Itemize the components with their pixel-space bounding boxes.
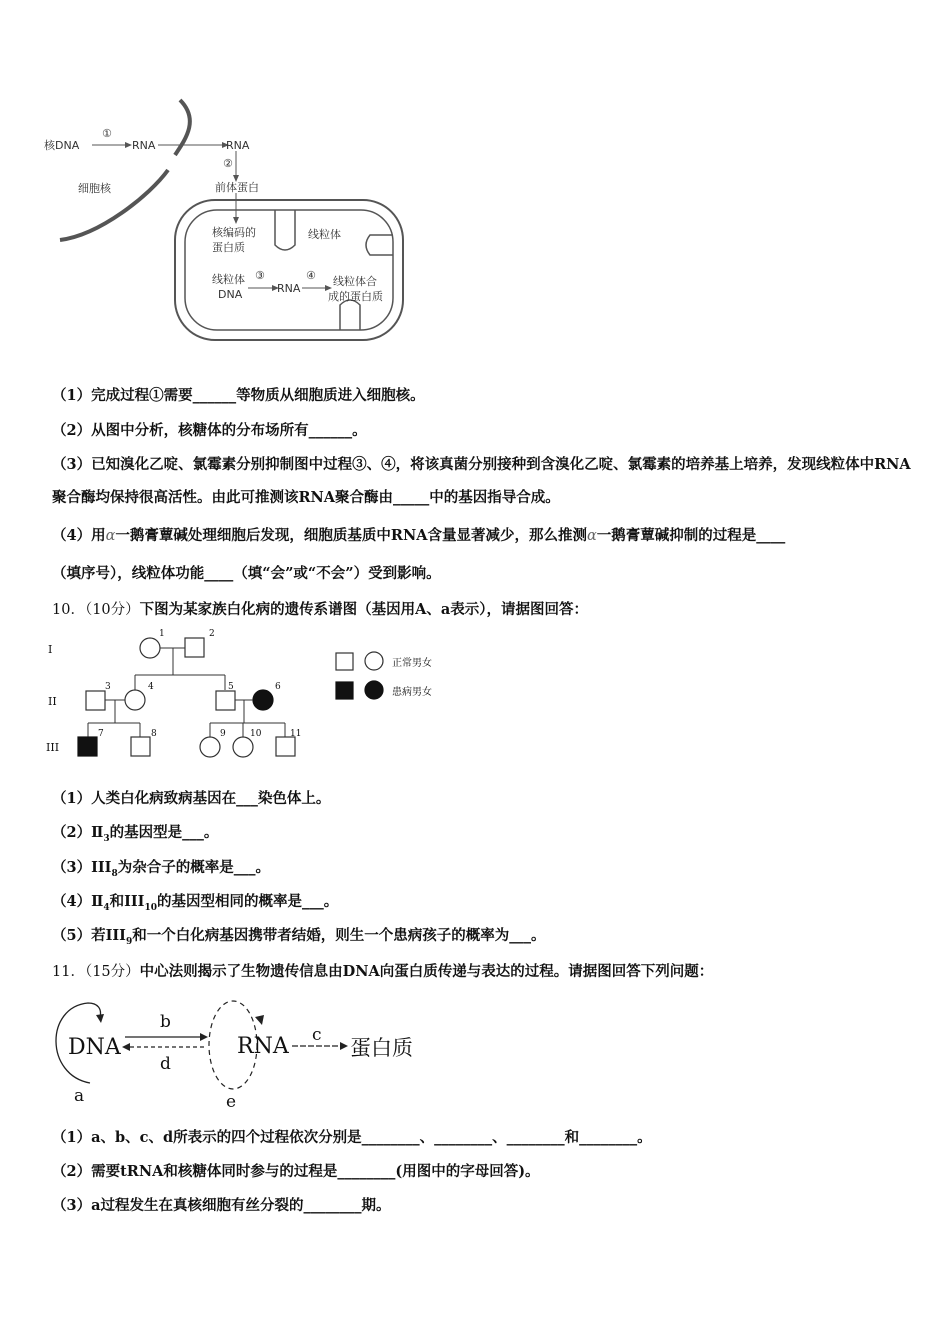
gen-label-2: II [48, 695, 57, 708]
process-e-label: e [226, 1092, 237, 1110]
alpha-symbol: α [105, 528, 116, 544]
svg-text:11: 11 [290, 729, 302, 739]
individual-III-9 [200, 737, 220, 757]
q9-part-2: （2）从图中分析，核糖体的分布场所有______。 [52, 422, 367, 439]
label-step-4: ④ [306, 269, 316, 282]
label-nuclear-coded-protein: 核编码的蛋白质 [212, 226, 256, 254]
q11-part-1: （1）a、b、c、d所表示的四个过程依次分别是________、________、________和________。 [52, 1129, 652, 1146]
individual-III-10 [233, 737, 253, 757]
protein-label: 蛋白质 [350, 1036, 413, 1060]
svg-text:2: 2 [209, 629, 215, 639]
label-mitochondrion: 线粒体 [308, 228, 341, 241]
svg-text:1: 1 [159, 629, 165, 639]
label-step-3: ③ [255, 269, 265, 282]
process-d-label: d [160, 1054, 171, 1074]
process-b-label: b [160, 1012, 171, 1032]
individual-I-1 [140, 638, 160, 658]
label-precursor-protein: 前体蛋白 [215, 181, 259, 194]
label-nucleus: 细胞核 [78, 182, 111, 195]
legend-normal-female [365, 652, 383, 670]
individual-II-4 [125, 690, 145, 710]
label-mito-dna: 线粒体 DNA [212, 273, 245, 301]
individual-II-3 [86, 691, 105, 710]
q11-heading: 11．（15分）中心法则揭示了生物遗传信息由DNA向蛋白质传递与表达的过程。请据图回答下列问题： [52, 963, 714, 980]
label-rna-cytoplasm: RNA [226, 139, 250, 152]
process-c-label: c [312, 1025, 322, 1045]
q10-part-1: （1）人类白化病致病基因在___染色体上。 [52, 790, 331, 807]
q10-part-5: （5）若$III_9$和一个白化病基因携带者结婚，则生一个患病孩子的概率为___。 [52, 927, 546, 947]
legend-affected-label: 患病男女 [392, 687, 432, 698]
individual-I-2 [185, 638, 204, 657]
svg-text:9: 9 [220, 729, 226, 739]
svg-text:3: 3 [105, 682, 111, 692]
label-mito-synthesized-protein: 线粒体合成的蛋白质 [328, 275, 383, 303]
q10-part-3: $(3)III_8$为杂合子的概率是___。 [52, 859, 270, 879]
svg-text:10: 10 [250, 729, 262, 739]
svg-text:7: 7 [98, 729, 104, 739]
q10-heading: 10．（10分）下图为某家族白化病的遗传系谱图（基因用A、a表示），请据图回答： [52, 601, 589, 618]
q9-part-4-cont: （填序号），线粒体功能____（填“会”或“不会”）受到影响。 [52, 565, 441, 582]
individual-II-6 [253, 690, 273, 710]
individual-III-7 [78, 737, 97, 756]
svg-text:6: 6 [275, 682, 281, 692]
q11-part-2: （2）需要tRNA和核糖体同时参与的过程是________(用图中的字母回答)。 [52, 1163, 540, 1180]
gene-expression-diagram [40, 95, 420, 355]
alpha-symbol: α [586, 528, 597, 544]
label-nuclear-dna: 核DNA [44, 139, 80, 152]
q9-part-4: （4）用α一鹅膏蕈碱处理细胞后发现，细胞质基质中RNA含量显著减少，那么推测α一鹅膏蕈碱抑制的过程是____ [52, 527, 786, 544]
individual-II-5 [216, 691, 235, 710]
legend-affected-female [365, 681, 383, 699]
process-a-label: a [74, 1086, 85, 1106]
rna-label: RNA [237, 1034, 289, 1059]
legend-affected-male [336, 682, 353, 699]
pedigree-chart [40, 625, 470, 765]
gen-label-1: I [48, 643, 53, 656]
label-rna-mito: RNA [277, 282, 301, 295]
individual-III-8 [131, 737, 150, 756]
individual-III-11 [276, 737, 295, 756]
central-dogma-diagram [40, 995, 440, 1110]
dna-label: DNA [68, 1035, 121, 1060]
q11-part-3: （3）a过程发生在真核细胞有丝分裂的________期。 [52, 1197, 391, 1214]
label-step-1: ① [102, 127, 112, 140]
svg-text:5: 5 [228, 682, 234, 692]
q9-part-3: （3）已知溴化乙啶、氯霉素分别抑制图中过程③、④，将该真菌分别接种到含溴化乙啶、氯霉素的培养基上培养，发现线粒体中RNA聚合酶均保持很高活性。由此可推测该RNA聚合酶由_____中的基因指导合成。 [52, 456, 911, 506]
svg-text:8: 8 [151, 729, 157, 739]
svg-text:4: 4 [148, 682, 154, 692]
q10-part-4: $(4)Ⅱ_4$和$III_{10}$的基因型相同的概率是___。 [52, 893, 339, 913]
gen-label-3: III [46, 741, 60, 754]
legend-normal-male [336, 653, 353, 670]
label-step-2: ② [223, 157, 233, 170]
legend-normal-label: 正常男女 [392, 658, 432, 669]
label-rna-nucleus: RNA [132, 139, 156, 152]
q9-part-1: （1）完成过程①需要______等物质从细胞质进入细胞核。 [52, 387, 425, 404]
q10-part-2: $(2)Ⅱ_3$的基因型是___。 [52, 824, 219, 844]
